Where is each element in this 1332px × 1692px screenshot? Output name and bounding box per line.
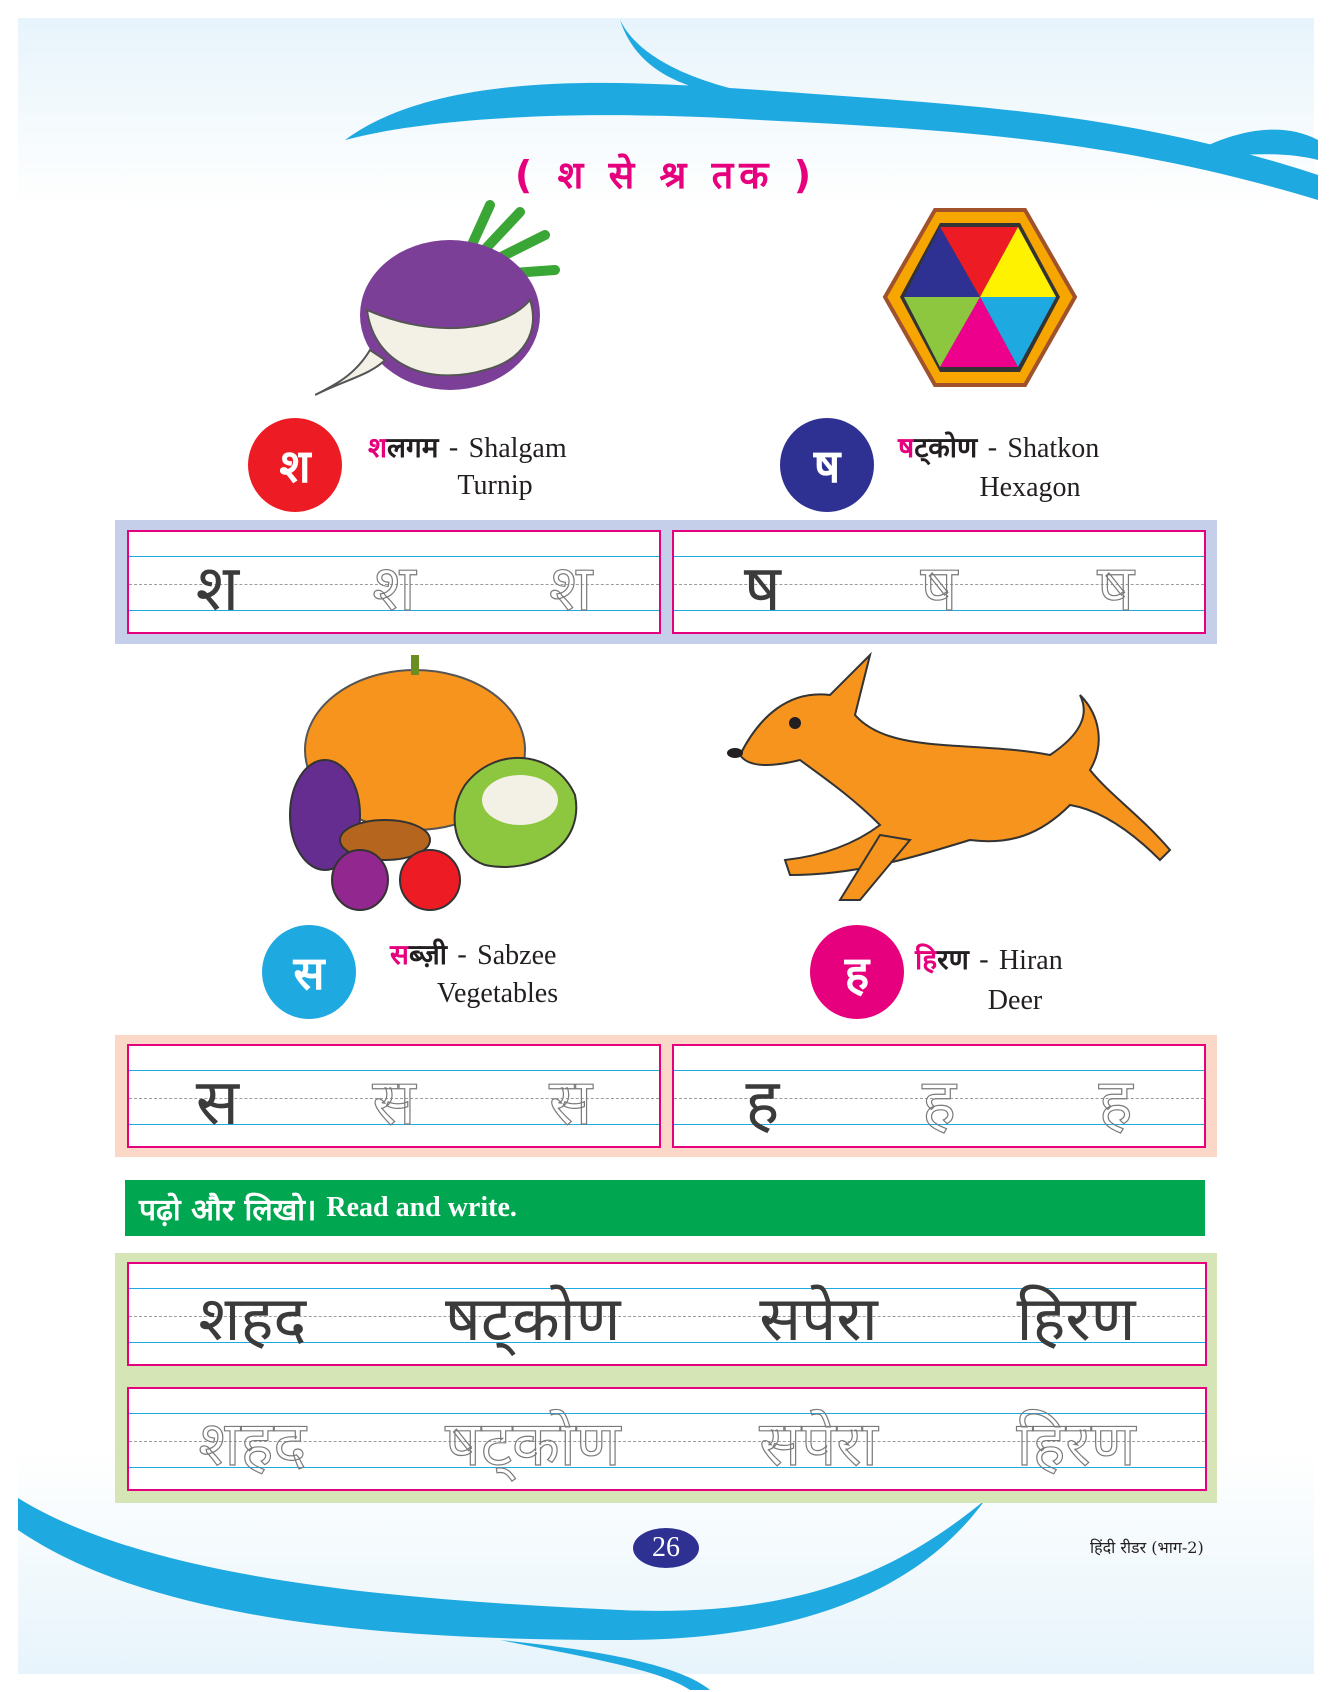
letter-badge-ha: ह <box>810 925 904 1019</box>
practice-word: हिरण <box>1016 1282 1136 1355</box>
word-rest: लगम <box>387 431 439 464</box>
meaning-hexagon: Hexagon <box>979 472 1081 503</box>
trace-letter-dotted: स <box>372 1065 416 1140</box>
dash: - <box>978 943 989 976</box>
english-word: Hiran <box>998 945 1063 976</box>
trace-letter-dotted: ष <box>920 551 958 626</box>
practice-word: षट्कोण <box>445 1282 621 1355</box>
trace-letter-dotted: ह <box>1098 1065 1133 1140</box>
deer-icon <box>720 645 1180 910</box>
trace-panel-1 <box>115 520 1217 644</box>
bottom-swoosh-decoration <box>0 1490 1332 1690</box>
word-first-letter: स <box>390 938 409 971</box>
english-word: Sabzee <box>477 940 557 971</box>
hexagon-icon <box>880 205 1080 390</box>
word-rest: ब्ज़ी <box>408 938 448 971</box>
turnip-icon <box>315 200 575 400</box>
trace-letter-dotted: श <box>372 551 416 626</box>
trace-letter: ह <box>745 1065 780 1140</box>
word-practice-panel <box>115 1253 1217 1503</box>
trace-letter-dotted: श <box>548 551 593 626</box>
trace-box-ssha[interactable] <box>672 530 1206 634</box>
trace-letter: श <box>195 551 240 626</box>
trace-letter: स <box>195 1065 239 1140</box>
practice-word-dotted: सपेरा <box>759 1407 878 1480</box>
dash: - <box>987 431 998 464</box>
letter-badge-sha: श <box>248 418 342 512</box>
practice-word: शहद <box>198 1282 307 1355</box>
trace-letter-dotted: ह <box>921 1065 956 1140</box>
word-hiran <box>915 940 1063 978</box>
word-box-solid[interactable] <box>127 1262 1207 1366</box>
page-number: 26 <box>633 1528 699 1568</box>
trace-letter: ष <box>743 551 781 626</box>
word-box-dotted[interactable] <box>127 1387 1207 1491</box>
page-title: ( श से श्र तक ) <box>514 153 818 197</box>
dash: - <box>448 431 459 464</box>
dash: - <box>457 938 468 971</box>
practice-word-dotted: शहद <box>198 1407 307 1480</box>
trace-box-sha[interactable] <box>127 530 661 634</box>
trace-box-ha[interactable] <box>672 1044 1206 1148</box>
english-word: Shalgam <box>468 433 567 464</box>
word-first-letter: श <box>368 431 388 464</box>
word-first-letter: हि <box>915 943 938 976</box>
practice-word: सपेरा <box>759 1282 878 1355</box>
trace-box-sa[interactable] <box>127 1044 661 1148</box>
instruction-bar <box>125 1180 1205 1236</box>
trace-panel-2 <box>115 1035 1217 1157</box>
word-first-letter: ष <box>898 431 915 464</box>
word-sabzee <box>390 935 556 973</box>
practice-word-dotted: हिरण <box>1016 1407 1136 1480</box>
word-shalgam <box>368 428 567 466</box>
meaning-vegetables: Vegetables <box>436 978 559 1009</box>
book-title-footer: हिंदी रीडर (भाग-2) <box>1090 1538 1204 1557</box>
vegetables-icon <box>265 655 595 915</box>
instruction-hindi: पढ़ो और लिखो। <box>139 1192 317 1228</box>
letter-badge-sa: स <box>262 925 356 1019</box>
meaning-turnip: Turnip <box>457 470 533 501</box>
word-rest: रण <box>937 943 969 976</box>
word-rest: ट्कोण <box>914 431 978 464</box>
meaning-deer: Deer <box>987 985 1043 1016</box>
trace-letter-dotted: स <box>549 1065 593 1140</box>
practice-word-dotted: षट्कोण <box>445 1407 621 1480</box>
english-word: Shatkon <box>1007 433 1100 464</box>
word-shatkon <box>898 428 1099 466</box>
instruction-english: Read and write. <box>326 1192 517 1223</box>
letter-badge-ssha: ष <box>780 418 874 512</box>
trace-letter-dotted: ष <box>1097 551 1135 626</box>
